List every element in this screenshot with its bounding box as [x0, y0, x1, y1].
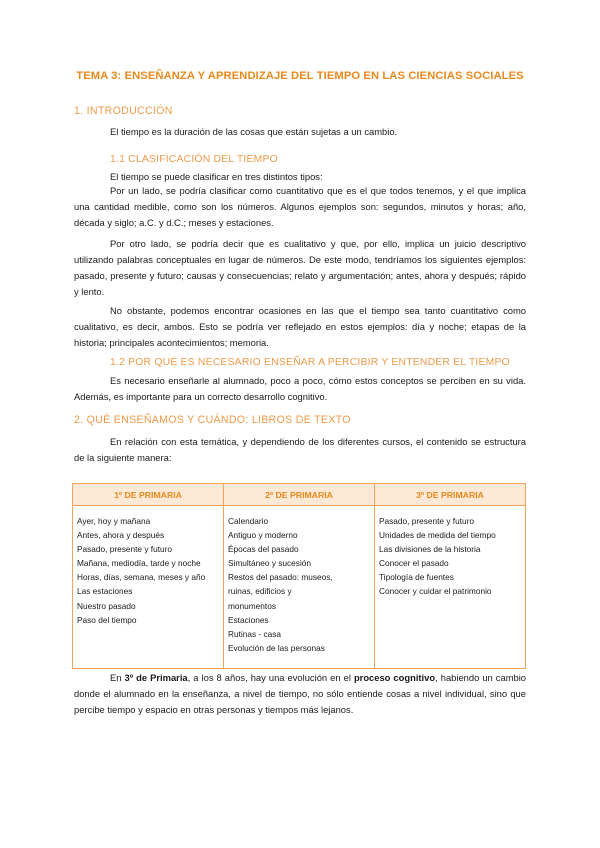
list-item: Rutinas - casa	[228, 628, 282, 639]
list-item: Las estaciones	[77, 586, 133, 597]
list-item: Simultáneo y sucesión	[228, 558, 312, 569]
table-header-3: 3º DE PRIMARIA	[375, 484, 526, 506]
list-item: Pasado, presente y futuro	[77, 544, 173, 555]
paragraph-cualitativo: Por otro lado, se podría decir que es cualitativo y que, por ello, implica un juicio descriptivo utilizando palabras conceptuales en lugar de números. De este modo, tendríamos los siguientes ejemplos: pasado, presente y futuro; causas y consecuencias; relato y argumentación; antes, ahora y después; rápido y lento.	[74, 238, 526, 297]
list-item: Antes, ahora y después	[77, 530, 165, 541]
list-item: Paso del tiempo	[77, 614, 137, 625]
paragraph-libros: En relación con esta temática, y dependiendo de los diferentes cursos, el contenido se estructura de la siguiente manera:	[74, 436, 526, 463]
table-cell-3	[375, 506, 526, 669]
curriculum-table	[72, 483, 526, 669]
paragraph-cuantitativo: Por un lado, se podría clasificar como cuantitativo que es el que todos tenemos, y el que implica una cantidad medible, como son los números. Algunos ejemplos son: segundos, minutos y horas; año, década y siglo; a.C. y d.C.; meses y estaciones.	[74, 185, 526, 228]
table-header-1: 1º DE PRIMARIA	[73, 484, 224, 506]
list-item: Mañana, mediodía, tarde y noche	[77, 558, 201, 569]
list-item: Ayer, hoy y mañana	[77, 516, 151, 526]
paragraph-closing	[74, 670, 526, 718]
list-item: Nuestro pasado	[77, 600, 136, 611]
list-item: Estaciones	[228, 614, 269, 625]
list-item: Antiguo y moderno	[228, 530, 298, 541]
closing-text: , a los 8 años, hay una evolución en el	[187, 672, 354, 683]
heading-porque: 1.2 POR QUÉ ES NECESARIO ENSEÑAR A PERCIBIR Y ENTENDER EL TIEMPO	[110, 357, 510, 368]
list-item: ruinas, edificios y	[228, 586, 292, 597]
paragraph-porque: Es necesario enseñarle al alumnado, poco a poco, cómo estos conceptos se perciben en su vida. Además, es importante para un correcto desarrollo cognitivo.	[74, 375, 526, 402]
list-item: Conocer y cuidar el patrimonio	[379, 586, 492, 597]
list-item: monumentos	[228, 600, 276, 611]
list-item: Evolución de las personas	[228, 642, 325, 653]
list-item: Conocer el pasado	[379, 558, 449, 569]
closing-text: En	[110, 672, 125, 683]
list-item: Horas, días, semana, meses y año	[77, 572, 206, 583]
table-cell-1	[73, 506, 224, 669]
heading-libros: 2. QUÉ ENSEÑAMOS Y CUÁNDO: LIBROS DE TEXTO	[74, 414, 351, 426]
closing-bold-grade: 3º de Primaria	[124, 672, 188, 683]
heading-introduccion: 1. INTRODUCCIÓN	[74, 105, 173, 117]
list-item: Épocas del pasado	[228, 544, 299, 555]
list-item: Restos del pasado: museos,	[228, 572, 333, 583]
paragraph-ambos: No obstante, podemos encontrar ocasiones en las que el tiempo sea tanto cuantitativo como cualitativo, es decir, ambos. Esto se podría ver reflejado en estos ejemplos: día y noche; etapas de la historia; principales acontecimientos; memoria.	[74, 305, 526, 348]
heading-clasificacion: 1.1 CLASIFICACIÓN DEL TIEMPO	[110, 154, 278, 165]
list-item: Las divisiones de la historia	[379, 544, 481, 555]
list-item: Calendario	[228, 516, 269, 526]
closing-bold-process: proceso cognitivo	[353, 672, 436, 683]
list-item: Tipología de fuentes	[379, 572, 454, 583]
table-header-2: 2º DE PRIMARIA	[224, 484, 375, 506]
list-item: Unidades de medida del tiempo	[379, 530, 496, 541]
closing-text: , habiendo un cambio donde el alumnado en la enseñanza, a nivel de tiempo, no sólo entiende cosas a nivel individual, sino que percibe tiempo y espacio en otras personas y tiempos más lejanos.	[74, 672, 527, 715]
list-item: Pasado, presente y futuro	[379, 516, 475, 526]
paragraph-intro: El tiempo es la duración de las cosas que están sujetas a un cambio.	[110, 126, 398, 137]
table-cell-2	[224, 506, 375, 669]
paragraph-clasif-intro: El tiempo se puede clasificar en tres distintos tipos:	[110, 171, 323, 182]
document-title: TEMA 3: ENSEÑANZA Y APRENDIZAJE DEL TIEMPO EN LAS CIENCIAS SOCIALES	[76, 70, 524, 82]
